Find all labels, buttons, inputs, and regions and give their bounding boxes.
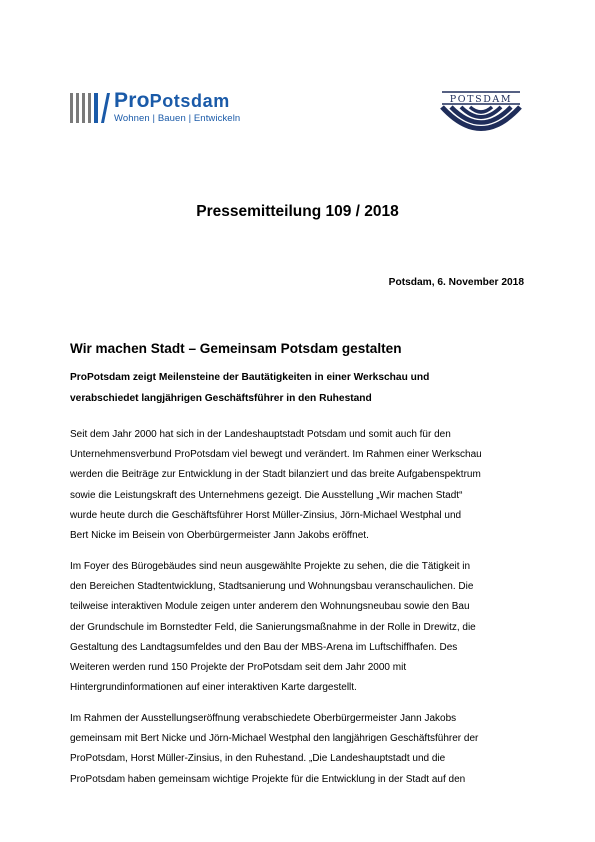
subheadline (70, 367, 540, 409)
brand-tagline: Wohnen | Bauen | Entwickeln (114, 113, 241, 124)
body-line: ProPotsdam haben gemeinsam wichtige Projekte für die Entwicklung in der Stadt auf den (70, 773, 466, 785)
body-line: Weiteren werden rund 150 Projekte der ProPotsdam seit dem Jahr 2000 mit (70, 662, 407, 674)
page-title: Pressemitteilung 109 / 2018 (196, 203, 399, 220)
body-line: sowie die Leistungskraft des Unternehmens gezeigt. Die Ausstellung „Wir machen Stadt“ (70, 489, 463, 501)
body-line: Bert Nicke im Beisein von Oberbürgermeister Jann Jakobs eröffnet. (70, 530, 369, 542)
potsdam-city-logo (436, 88, 526, 140)
body-line: werden die Beiträge zur Entwicklung in der Stadt bilanziert und das breite Aufgabenspektrum (70, 469, 481, 481)
body-line: Im Rahmen der Ausstellungseröffnung verabschiedete Oberbürgermeister Jann Jakobs (70, 713, 457, 724)
body-line: der Grundschule im Bornstedter Feld, die Sanierungsmaßnahme in der Rolle in Drewitz, die (70, 621, 476, 633)
paragraph-2 (70, 557, 540, 698)
body-line: Seit dem Jahr 2000 hat sich in der Landeshauptstadt Potsdam und somit auch für den (70, 429, 451, 440)
paragraph-3 (70, 709, 540, 790)
propotsdam-logo (70, 91, 270, 127)
paragraph-1 (70, 425, 540, 546)
brand-name (114, 89, 230, 113)
body-line: teilweise interaktiven Module zeigen unter anderem den Wohnungsneubau sowie den Bau (70, 601, 470, 613)
body-line: wurde heute durch die Geschäftsführer Horst Müller-Zinsius, Jörn-Michael Westphal und (70, 509, 462, 521)
date-line: Potsdam, 6. November 2018 (388, 277, 524, 288)
subheadline-line: verabschiedet langjährigen Geschäftsführer in den Ruhestand (70, 393, 372, 404)
body-line: Gestaltung des Landtagsumfeldes und den Bau der MBS-Arena im Luftschiffhafen. Des (70, 641, 458, 653)
body-line: Im Foyer des Bürogebäudes sind neun ausgewählte Projekte zu sehen, die die Tätigkeit in (70, 561, 471, 572)
body-line: Unternehmensverbund ProPotsdam viel bewegt und verändert. Im Rahmen einer Werkschau (70, 449, 482, 461)
potsdam-logo-text: POTSDAM (449, 94, 513, 105)
brand-potsdam: Potsdam (149, 91, 230, 111)
body-line: gemeinsam mit Bert Nicke und Jörn-Michael Westphal den langjährigen Geschäftsführer der (70, 733, 479, 745)
body-line: Hintergrundinformationen auf einer interaktiven Karte dargestellt. (70, 682, 357, 694)
subheadline-line: ProPotsdam zeigt Meilensteine der Bautätigkeiten in einer Werkschau und (70, 372, 430, 383)
body-line: den Bereichen Stadtentwicklung, Stadtsanierung und Wohnungsbau veranschaulichen. Die (70, 581, 474, 593)
brand-pro: Pro (114, 89, 150, 112)
headline: Wir machen Stadt – Gemeinsam Potsdam gestalten (70, 341, 402, 356)
propotsdam-bars-icon (70, 91, 110, 125)
body-line: ProPotsdam, Horst Müller-Zinsius, in den Ruhestand. „Die Landeshauptstadt und die (70, 753, 446, 765)
